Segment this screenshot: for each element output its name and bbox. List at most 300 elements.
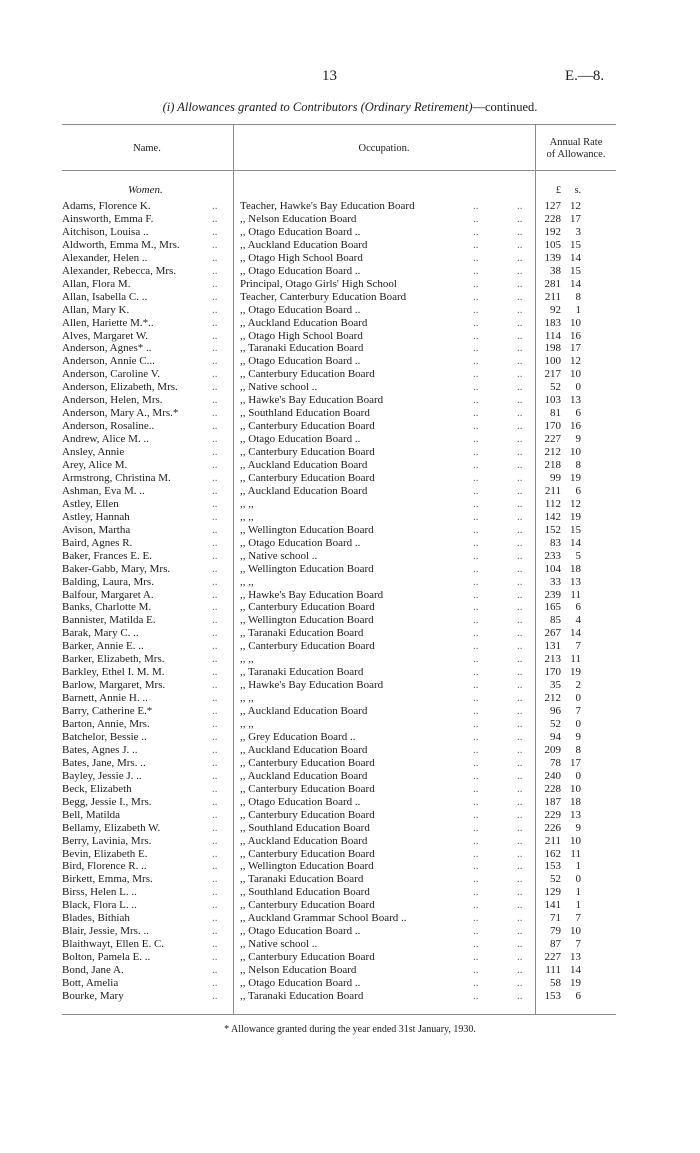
row-pounds: 267 [544, 627, 561, 640]
leader-dots: .. [212, 730, 218, 743]
row-pounds: 187 [544, 795, 561, 808]
leader-dots: .. [212, 912, 218, 925]
row-occupation: ,, Otago Education Board .. [240, 225, 361, 238]
row-shillings: 0 [575, 718, 581, 730]
row-occupation: Teacher, Hawke's Bay Education Board [240, 200, 415, 212]
leader-dots: .. [212, 938, 218, 951]
row-occupation: ,, Southland Education Board [240, 886, 370, 899]
row-pounds: 209 [544, 743, 561, 756]
row-shillings: 0 [575, 692, 581, 705]
row-occupation: ,, Taranaki Education Board [240, 873, 364, 886]
row-shillings: 19 [570, 977, 581, 989]
row-occupation: ,, ,, [240, 497, 254, 510]
row-occupation: Principal, Otago Girls' High School [240, 277, 397, 290]
leader-dots: .. [212, 627, 218, 640]
table-row [0, 627, 700, 640]
leader-dots: .. [473, 264, 479, 277]
row-name: Anderson, Caroline V. [62, 368, 160, 381]
row-occupation: ,, Southland Education Board [240, 407, 370, 420]
leader-dots: .. [212, 614, 218, 627]
leader-dots: .. [517, 212, 523, 225]
row-shillings: 12 [570, 355, 581, 368]
leader-dots: .. [473, 705, 479, 718]
leader-dots: .. [212, 679, 218, 692]
row-occupation: ,, Canterbury Education Board [240, 756, 375, 769]
row-pounds: 217 [544, 368, 561, 381]
row-name: Balding, Laura, Mrs. [62, 575, 154, 588]
row-occupation: ,, Otago High School Board [240, 329, 363, 342]
leader-dots: .. [473, 459, 479, 471]
leader-dots: .. [212, 420, 218, 433]
section-label-women: Women. [128, 184, 163, 196]
leader-dots: .. [212, 743, 218, 756]
row-name: Black, Flora L. .. [62, 899, 137, 912]
table-row [0, 835, 700, 848]
row-occupation: ,, Auckland Education Board [240, 316, 368, 329]
leader-dots: .. [473, 407, 479, 420]
row-pounds: 281 [544, 277, 561, 290]
leader-dots: .. [517, 860, 523, 873]
table-row [0, 304, 700, 317]
row-shillings: 13 [570, 394, 581, 407]
row-name: Bayley, Jessie J. .. [62, 769, 142, 782]
row-pounds: 52 [550, 718, 561, 730]
leader-dots: .. [517, 368, 523, 381]
table-row [0, 925, 700, 938]
footnote: * Allowance granted during the year ended 31st January, 1930. [224, 1024, 476, 1035]
leader-dots: .. [212, 782, 218, 795]
row-pounds: 52 [550, 381, 561, 394]
row-pounds: 141 [544, 899, 561, 912]
row-shillings: 17 [570, 212, 581, 225]
row-occupation: ,, Canterbury Education Board [240, 368, 375, 381]
row-name: Bates, Jane, Mrs. .. [62, 756, 146, 769]
table-row [0, 355, 700, 368]
table-row [0, 537, 700, 550]
leader-dots: .. [517, 782, 523, 795]
leader-dots: .. [212, 925, 218, 938]
row-occupation: ,, Otago Education Board .. [240, 925, 361, 938]
row-shillings: 14 [570, 627, 581, 640]
row-shillings: 12 [570, 497, 581, 510]
row-name: Blaithwayt, Ellen E. C. [62, 938, 165, 951]
row-name: Allan, Flora M. [62, 277, 131, 290]
leader-dots: .. [212, 653, 218, 666]
row-shillings: 7 [575, 912, 581, 925]
row-shillings: 3 [575, 225, 581, 238]
table-row [0, 964, 700, 977]
row-shillings: 7 [575, 705, 581, 718]
row-shillings: 5 [575, 549, 581, 562]
leader-dots: .. [517, 588, 523, 601]
table-row [0, 381, 700, 394]
row-shillings: 6 [575, 989, 581, 1002]
leader-dots: .. [517, 484, 523, 497]
row-shillings: 9 [575, 730, 581, 743]
row-occupation: ,, Native school .. [240, 549, 318, 562]
leader-dots: .. [473, 471, 479, 484]
leader-dots: .. [517, 692, 523, 705]
row-name: Bond, Jane A. [62, 964, 124, 977]
row-pounds: 183 [544, 316, 561, 329]
leader-dots: .. [473, 368, 479, 381]
row-name: Barker, Annie E. .. [62, 640, 144, 653]
row-occupation: ,, Otago Education Board .. [240, 355, 361, 368]
row-shillings: 14 [570, 964, 581, 977]
leader-dots: .. [473, 730, 479, 743]
row-occupation: ,, Taranaki Education Board [240, 989, 364, 1002]
table-row [0, 692, 700, 705]
leader-dots: .. [517, 394, 523, 407]
table-row [0, 278, 700, 291]
row-name: Bannister, Matilda E. [62, 614, 156, 627]
row-pounds: 33 [550, 575, 561, 588]
leader-dots: .. [517, 743, 523, 756]
leader-dots: .. [473, 381, 479, 394]
column-header-occupation: Occupation. [358, 143, 410, 154]
row-name: Ashman, Eva M. .. [62, 484, 145, 497]
leader-dots: .. [517, 471, 523, 484]
row-shillings: 8 [575, 290, 581, 303]
row-pounds: 229 [544, 808, 561, 821]
leader-dots: .. [517, 899, 523, 912]
leader-dots: .. [473, 899, 479, 912]
leader-dots: .. [517, 420, 523, 433]
leader-dots: .. [212, 873, 218, 886]
row-occupation: ,, Auckland Education Board [240, 459, 368, 471]
column-header-rate [536, 137, 616, 161]
table-row [0, 239, 700, 252]
row-occupation: ,, Auckland Grammar School Board .. [240, 912, 407, 925]
leader-dots: .. [517, 679, 523, 692]
leader-dots: .. [517, 523, 523, 536]
table-row [0, 718, 700, 731]
column-header-name: Name. [133, 143, 161, 154]
leader-dots: .. [212, 523, 218, 536]
row-shillings: 18 [570, 562, 581, 575]
leader-dots: .. [517, 277, 523, 290]
leader-dots: .. [212, 769, 218, 782]
row-name: Alves, Margaret W. [62, 329, 148, 342]
table-row [0, 524, 700, 537]
row-shillings: 15 [570, 523, 581, 536]
row-occupation: ,, Grey Education Board .. [240, 730, 356, 743]
leader-dots: .. [473, 497, 479, 510]
table-row [0, 265, 700, 278]
row-pounds: 78 [550, 756, 561, 769]
table-row [0, 757, 700, 770]
row-occupation: ,, Auckland Education Board [240, 484, 368, 497]
leader-dots: .. [473, 523, 479, 536]
row-name: Allen, Hariette M.*.. [62, 316, 154, 329]
leader-dots: .. [212, 446, 218, 459]
row-pounds: 239 [544, 588, 561, 601]
leader-dots: .. [212, 808, 218, 821]
row-pounds: 127 [544, 200, 561, 212]
row-occupation: ,, ,, [240, 692, 254, 705]
leader-dots: .. [473, 420, 479, 433]
table-row [0, 809, 700, 822]
leader-dots: .. [212, 277, 218, 290]
table-row [0, 796, 700, 809]
row-shillings: 11 [570, 847, 581, 860]
row-shillings: 0 [575, 873, 581, 886]
leader-dots: .. [517, 653, 523, 666]
leader-dots: .. [212, 640, 218, 653]
row-name: Berry, Lavinia, Mrs. [62, 834, 152, 847]
leader-dots: .. [212, 860, 218, 873]
leader-dots: .. [212, 303, 218, 316]
table-row [0, 291, 700, 304]
row-shillings: 4 [575, 614, 581, 627]
leader-dots: .. [473, 588, 479, 601]
row-pounds: 213 [544, 653, 561, 666]
table-row [0, 614, 700, 627]
leader-dots: .. [517, 381, 523, 394]
row-name: Allan, Isabella C. .. [62, 290, 148, 303]
row-name: Birkett, Emma, Mrs. [62, 873, 153, 886]
header-bottom-rule [62, 170, 616, 171]
leader-dots: .. [517, 705, 523, 718]
leader-dots: .. [212, 692, 218, 705]
leader-dots: .. [517, 912, 523, 925]
column-header-rate-line1: Annual Rate [549, 137, 603, 148]
row-occupation: ,, Canterbury Education Board [240, 601, 375, 614]
row-pounds: 152 [544, 523, 561, 536]
leader-dots: .. [517, 808, 523, 821]
row-pounds: 170 [544, 420, 561, 433]
leader-dots: .. [517, 795, 523, 808]
row-name: Bourke, Mary [62, 989, 124, 1002]
table-row [0, 550, 700, 563]
row-pounds: 211 [544, 834, 561, 847]
table-row [0, 886, 700, 899]
row-occupation: ,, Otago Education Board .. [240, 264, 361, 277]
row-name: Batchelor, Bessie .. [62, 730, 147, 743]
leader-dots: .. [473, 200, 479, 212]
leader-dots: .. [473, 886, 479, 899]
leader-dots: .. [517, 290, 523, 303]
row-name: Balfour, Margaret A. [62, 588, 154, 601]
leader-dots: .. [517, 303, 523, 316]
row-pounds: 111 [545, 964, 561, 977]
row-name: Barry, Catherine E.* [62, 705, 153, 718]
row-occupation: ,, Canterbury Education Board [240, 471, 375, 484]
leader-dots: .. [517, 601, 523, 614]
row-shillings: 10 [570, 368, 581, 381]
leader-dots: .. [517, 342, 523, 355]
leader-dots: .. [212, 666, 218, 679]
leader-dots: .. [212, 847, 218, 860]
row-pounds: 228 [544, 212, 561, 225]
row-shillings: 7 [575, 640, 581, 653]
leader-dots: .. [517, 355, 523, 368]
leader-dots: .. [212, 795, 218, 808]
leader-dots: .. [212, 989, 218, 1002]
table-row [0, 601, 700, 614]
row-pounds: 104 [544, 562, 561, 575]
leader-dots: .. [473, 718, 479, 730]
row-name: Alexander, Rebecca, Mrs. [62, 264, 177, 277]
row-occupation: ,, Native school .. [240, 938, 318, 951]
row-pounds: 228 [544, 782, 561, 795]
row-occupation: ,, Taranaki Education Board [240, 627, 364, 640]
row-pounds: 103 [544, 394, 561, 407]
row-name: Bird, Florence R. .. [62, 860, 147, 873]
leader-dots: .. [212, 394, 218, 407]
leader-dots: .. [473, 446, 479, 459]
row-name: Anderson, Mary A., Mrs.* [62, 407, 179, 420]
table-row [0, 873, 700, 886]
leader-dots: .. [517, 575, 523, 588]
row-shillings: 1 [575, 303, 581, 316]
row-name: Anderson, Elizabeth, Mrs. [62, 381, 178, 394]
leader-dots: .. [473, 782, 479, 795]
table-row [0, 679, 700, 692]
row-pounds: 35 [550, 679, 561, 692]
leader-dots: .. [473, 938, 479, 951]
row-shillings: 8 [575, 743, 581, 756]
table-row [0, 252, 700, 265]
leader-dots: .. [212, 316, 218, 329]
row-shillings: 19 [570, 666, 581, 679]
leader-dots: .. [517, 873, 523, 886]
leader-dots: .. [473, 329, 479, 342]
leader-dots: .. [517, 964, 523, 977]
leader-dots: .. [517, 614, 523, 627]
leader-dots: .. [212, 549, 218, 562]
row-occupation: ,, Southland Education Board [240, 821, 370, 834]
row-pounds: 212 [544, 692, 561, 705]
row-occupation: ,, Canterbury Education Board [240, 640, 375, 653]
row-occupation: ,, Auckland Education Board [240, 769, 368, 782]
row-pounds: 192 [544, 225, 561, 238]
leader-dots: .. [473, 860, 479, 873]
row-shillings: 16 [570, 420, 581, 433]
row-shillings: 2 [575, 679, 581, 692]
leader-dots: .. [212, 899, 218, 912]
row-name: Beck, Elizabeth [62, 782, 132, 795]
leader-dots: .. [212, 497, 218, 510]
leader-dots: .. [473, 653, 479, 666]
row-occupation: ,, Nelson Education Board [240, 212, 357, 225]
row-occupation: ,, Hawke's Bay Education Board [240, 679, 384, 692]
row-name: Avison, Martha [62, 523, 131, 536]
row-name: Ansley, Annie [62, 446, 125, 459]
leader-dots: .. [473, 951, 479, 964]
row-occupation: ,, Taranaki Education Board [240, 342, 364, 355]
table-row [0, 977, 700, 990]
leader-dots: .. [212, 588, 218, 601]
leader-dots: .. [473, 821, 479, 834]
table-row [0, 589, 700, 602]
row-pounds: 170 [544, 666, 561, 679]
row-name: Blair, Jessie, Mrs. .. [62, 925, 149, 938]
table-row [0, 420, 700, 433]
row-shillings: 1 [575, 860, 581, 873]
table-row [0, 576, 700, 589]
leader-dots: .. [473, 510, 479, 523]
row-pounds: 83 [550, 536, 561, 549]
row-name: Banks, Charlotte M. [62, 601, 152, 614]
leader-dots: .. [517, 433, 523, 446]
leader-dots: .. [212, 407, 218, 420]
row-occupation: ,, Otago Education Board .. [240, 433, 361, 446]
leader-dots: .. [473, 756, 479, 769]
row-pounds: 162 [544, 847, 561, 860]
row-occupation: ,, Auckland Education Board [240, 834, 368, 847]
table-row [0, 705, 700, 718]
row-name: Barnett, Annie H. .. [62, 692, 148, 705]
leader-dots: .. [212, 601, 218, 614]
leader-dots: .. [212, 355, 218, 368]
row-name: Anderson, Agnes* .. [62, 342, 152, 355]
leader-dots: .. [473, 627, 479, 640]
row-pounds: 165 [544, 601, 561, 614]
row-shillings: 19 [570, 471, 581, 484]
leader-dots: .. [517, 225, 523, 238]
row-occupation: ,, Wellington Education Board [240, 523, 374, 536]
row-shillings: 9 [575, 821, 581, 834]
row-name: Armstrong, Christina M. [62, 471, 171, 484]
table-row [0, 990, 700, 1003]
row-shillings: 0 [575, 381, 581, 394]
leader-dots: .. [517, 821, 523, 834]
leader-dots: .. [212, 459, 218, 471]
row-pounds: 81 [550, 407, 561, 420]
row-shillings: 11 [570, 653, 581, 666]
row-shillings: 10 [570, 782, 581, 795]
leader-dots: .. [212, 886, 218, 899]
leader-dots: .. [473, 679, 479, 692]
leader-dots: .. [517, 666, 523, 679]
row-shillings: 7 [575, 938, 581, 951]
leader-dots: .. [212, 329, 218, 342]
table-row [0, 213, 700, 226]
table-row [0, 770, 700, 783]
row-occupation: ,, ,, [240, 510, 254, 523]
row-shillings: 10 [570, 834, 581, 847]
leader-dots: .. [517, 718, 523, 730]
leader-dots: .. [212, 212, 218, 225]
table-row [0, 342, 700, 355]
row-name: Astley, Ellen [62, 497, 119, 510]
row-pounds: 71 [550, 912, 561, 925]
table-top-rule [62, 124, 616, 125]
leader-dots: .. [212, 264, 218, 277]
table-row [0, 640, 700, 653]
row-occupation: ,, Otago Education Board .. [240, 536, 361, 549]
leader-dots: .. [517, 264, 523, 277]
leader-dots: .. [517, 640, 523, 653]
row-pounds: 79 [550, 925, 561, 938]
row-shillings: 14 [570, 251, 581, 264]
leader-dots: .. [517, 925, 523, 938]
leader-dots: .. [517, 989, 523, 1002]
leader-dots: .. [473, 834, 479, 847]
row-shillings: 18 [570, 795, 581, 808]
leader-dots: .. [212, 964, 218, 977]
row-shillings: 10 [570, 316, 581, 329]
leader-dots: .. [212, 381, 218, 394]
row-pounds: 129 [544, 886, 561, 899]
row-shillings: 14 [570, 536, 581, 549]
leader-dots: .. [473, 394, 479, 407]
leader-dots: .. [473, 303, 479, 316]
row-shillings: 8 [575, 459, 581, 471]
row-shillings: 17 [570, 756, 581, 769]
leader-dots: .. [212, 433, 218, 446]
